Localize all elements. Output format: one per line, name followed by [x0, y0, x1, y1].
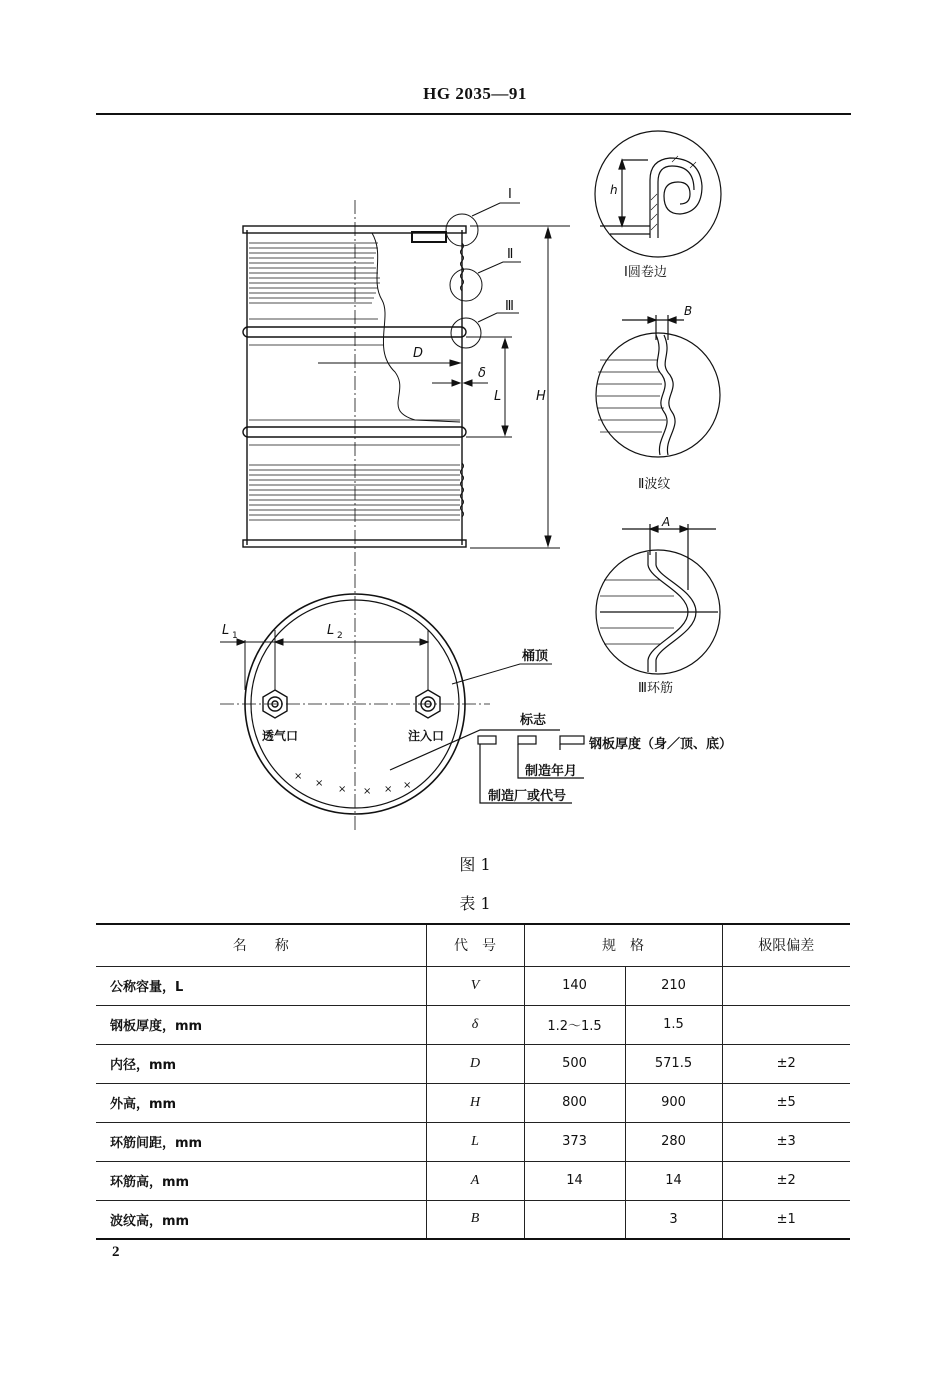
svg-text:2: 2	[337, 631, 343, 641]
header-tolerance: 极限偏差	[722, 924, 850, 966]
row-value-2: 1.5	[625, 1005, 722, 1044]
vent-label: 透气口	[262, 729, 299, 743]
row-name: 钢板厚度，mm	[96, 1005, 426, 1044]
row-symbol: V	[426, 966, 524, 1005]
row-tolerance	[722, 966, 850, 1005]
header-symbol: 代 号	[426, 924, 524, 966]
drum-bottom-chime	[243, 540, 466, 547]
svg-text:×: ×	[315, 778, 324, 789]
detail-i-caption: Ⅰ圆卷边	[624, 265, 667, 280]
row-symbol: B	[426, 1200, 524, 1239]
dim-label-l: L	[494, 389, 502, 404]
corrugation-lower	[249, 465, 460, 520]
row-value-2: 900	[625, 1083, 722, 1122]
row-name: 外高，mm	[96, 1083, 426, 1122]
row-value-2: 210	[625, 966, 722, 1005]
detail-label-i: Ⅰ	[508, 187, 512, 202]
row-value-1: 1.2～1.5	[524, 1005, 625, 1044]
row-name: 公称容量，L	[96, 966, 426, 1005]
row-symbol: D	[426, 1044, 524, 1083]
row-symbol: A	[426, 1161, 524, 1200]
table-row	[96, 1044, 850, 1083]
row-value-1: 14	[524, 1161, 625, 1200]
table-header-row	[96, 924, 850, 966]
table-row	[96, 1161, 850, 1200]
mark-thickness-label: 钢板厚度（身／顶、底）	[589, 737, 733, 752]
detail-label-iii: Ⅲ	[505, 299, 514, 314]
detail-ii-drawing	[596, 315, 720, 457]
row-name: 环筋间距，mm	[96, 1122, 426, 1161]
fill-label: 注入口	[408, 729, 445, 743]
row-tolerance: ±1	[722, 1200, 850, 1239]
dim-label-h: H	[536, 389, 546, 404]
mark-label: 标志	[520, 713, 547, 728]
svg-text:×: ×	[403, 780, 412, 791]
row-value-1: 800	[524, 1083, 625, 1122]
row-tolerance: ±2	[722, 1161, 850, 1200]
row-name: 环筋高，mm	[96, 1161, 426, 1200]
detail-ii-caption: Ⅱ波纹	[638, 477, 671, 492]
table-row	[96, 1005, 850, 1044]
figure-caption: 图 1	[459, 855, 491, 874]
top-label: 桶顶	[522, 649, 549, 664]
header-spec: 规 格	[524, 924, 722, 966]
row-name: 波纹高，mm	[96, 1200, 426, 1239]
dim-label-l1: L	[222, 623, 230, 638]
page-number: 2	[112, 1244, 120, 1260]
dim-label-d: D	[413, 346, 424, 361]
marking-crosses	[294, 771, 411, 797]
row-value-1: 500	[524, 1044, 625, 1083]
row-value-2: 14	[625, 1161, 722, 1200]
dim-label-delta: δ	[478, 366, 486, 381]
dim-label-h-small: h	[610, 183, 618, 197]
row-symbol: δ	[426, 1005, 524, 1044]
row-value-1: 140	[524, 966, 625, 1005]
table-row	[96, 1200, 850, 1239]
dim-label-l2: L	[327, 623, 335, 638]
svg-text:×: ×	[294, 771, 303, 782]
table-row	[96, 966, 850, 1005]
table-row	[96, 1083, 850, 1122]
mark-maker-label: 制造厂或代号	[488, 789, 567, 804]
table-row	[96, 1122, 850, 1161]
dim-label-b: B	[684, 304, 693, 318]
spec-table	[96, 923, 850, 1240]
svg-text:1: 1	[232, 631, 238, 641]
svg-text:×: ×	[338, 784, 347, 795]
row-value-2: 3	[625, 1200, 722, 1239]
row-value-1: 373	[524, 1122, 625, 1161]
row-name: 内径，mm	[96, 1044, 426, 1083]
table-caption: 表 1	[459, 894, 491, 913]
svg-text:×: ×	[363, 786, 372, 797]
row-value-1	[524, 1200, 625, 1239]
dim-label-a: A	[662, 515, 671, 529]
detail-marker-ii	[450, 269, 482, 301]
row-symbol: H	[426, 1083, 524, 1122]
detail-iii-drawing	[596, 524, 720, 674]
detail-label-ii: Ⅱ	[507, 247, 514, 262]
svg-text:×: ×	[384, 784, 393, 795]
detail-iii-caption: Ⅲ环筋	[638, 681, 673, 696]
row-tolerance: ±2	[722, 1044, 850, 1083]
header-name: 名 称	[96, 924, 426, 966]
row-tolerance: ±5	[722, 1083, 850, 1122]
row-symbol: L	[426, 1122, 524, 1161]
document-code: HG 2035—91	[423, 84, 527, 103]
corrugation-upper	[249, 243, 380, 303]
drum-hoop-lower	[243, 427, 466, 437]
mark-date-label: 制造年月	[525, 764, 578, 779]
drum-hoop-upper	[243, 327, 466, 337]
row-value-2: 280	[625, 1122, 722, 1161]
row-value-2: 571.5	[625, 1044, 722, 1083]
row-tolerance: ±3	[722, 1122, 850, 1161]
row-tolerance	[722, 1005, 850, 1044]
